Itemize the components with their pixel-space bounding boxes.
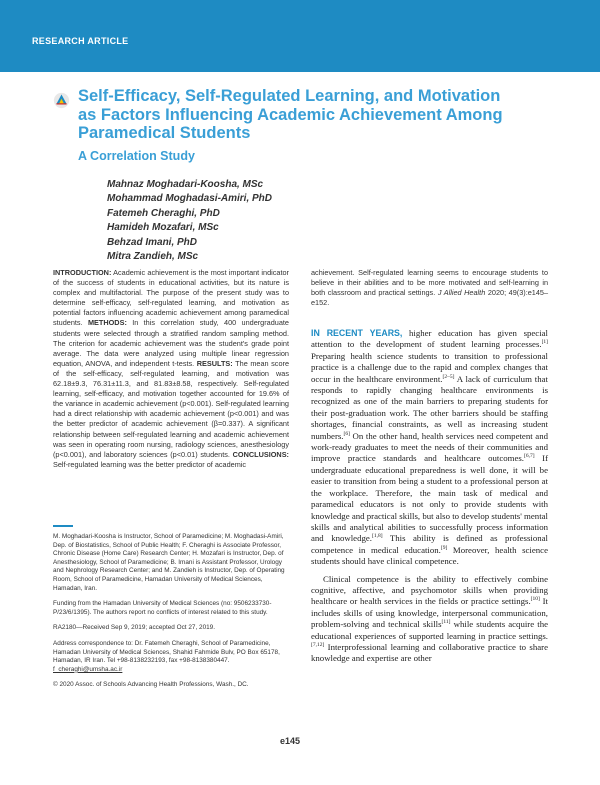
body-text-run: On the other hand, health services need competent and work-ready graduates to meet the needs of their communities and improve practice standards and healthcare outcomes. <box>311 430 548 464</box>
author-name: Fatemeh Cheraghi, PhD <box>107 207 220 219</box>
author-name: Mitra Zandieh, MSc <box>107 251 199 263</box>
results-text: The mean score of the self-efficacy, self-regulated learning, and motivation was 62.18±9.3, 76.31±11.3, and 81.83±8.58, respectively. Self-regulated learning, self-efficacy, and motivation together accounted for 19.6% of the variance in academic achievement (p<0.001). Self-regulated learning had a direct relationship with academic achievement (p<0.001) and was the better predictor of academic achievement (β=0.337). A significant relationship between self-regulated learning and academic achievement was seen in operating room nursing, radiology sciences, anesthesiology (p<0.001), and laboratory sciences (p<0.01) students. <box>53 358 290 459</box>
author-name: Hamideh Mozafari, MSc <box>107 222 219 234</box>
abstract-continued <box>311 268 548 308</box>
conclusions-text: Self-regulated learning was the better predictor of academic <box>53 459 247 469</box>
notes-divider <box>53 525 73 527</box>
author-list <box>107 178 272 264</box>
body-text-run: higher education has given special attention to the development of student learning processes. <box>311 328 548 350</box>
reference-link[interactable]: [6] <box>343 430 350 437</box>
methods-label: METHODS: <box>87 318 127 328</box>
reference-link[interactable]: [11] <box>441 619 451 626</box>
reference-link[interactable]: [1,8] <box>372 533 383 540</box>
reference-link[interactable]: [6,7] <box>524 453 535 460</box>
received-dates: RA2180—Received Sep 9, 2019; accepted Oct 27, 2019. <box>53 624 216 632</box>
reference-link[interactable]: [7,12] <box>311 642 325 649</box>
author-name: Behzad Imani, PhD <box>107 236 198 248</box>
correspondence-text: Address correspondence to: Dr. Fatemeh Cheraghi, School of Paramedicine, Hamadan University of Medical Sciences, Shahid Fahmide Bulv, PO Box 65178, Hamadan, IR Iran. Tel +98-8138232193, fax +98-8138380447. <box>53 639 280 665</box>
abstract-continued-text: achievement. Self-regulated learning seems to encourage students to believe in their abilities and to be more motivated and self-learning in both classroom and practical settings. <box>311 268 548 298</box>
body-text-run: Moreover, health science students should have clinical competence. <box>311 544 548 567</box>
body-paragraph <box>311 328 548 568</box>
crossmark-icon[interactable] <box>53 92 70 109</box>
reference-link[interactable]: [9] <box>440 544 448 551</box>
affiliations: M. Moghadari-Koosha is Instructor, School of Paramedicine; M. Moghadasi-Amiri, Dep. of Biostatistics, School of Public Health; F. Cheraghi is Associate Professor, Chronic Disease (Home Care) Research Center; H. Mozafari is Instructor, Dep. of Anesthesiology, School of Paramedicine; B. Imani is Assistant Professor, Urology and Nephrology Research Center; and M. Zandieh is Instructor, Dep. of Operating Room, School of Paramedicine, Hamadan University of Medical Sciences, Hamadan, Iran. <box>53 533 285 592</box>
body-text-run: A lack of curriculum that responds to rapidly changing healthcare environments is recognized as one of the main barriers to preparing students for their post-graduation work. The other barriers should be staffing shortages, financial constraints, as well as increasing student numbers. <box>311 373 548 441</box>
citation-journal: J Allied Health <box>437 288 486 298</box>
body-text-run: while students acquire the educational experiences of supported learning in practice settings. <box>311 619 549 641</box>
results-label: RESULTS: <box>196 358 233 368</box>
article-subtitle: A Correlation Study <box>78 149 195 163</box>
abstract-text <box>53 268 289 470</box>
intro-label: INTRODUCTION: <box>53 268 112 277</box>
methods-text: In this correlation study, 400 undergraduate students were selected through a stratified random sampling method. The criterion for academic achievement was the student's grade point average. The data were analyzed using multiple linear regression equation, ANOVA, and independent t-tests. <box>53 318 289 368</box>
body-paragraph <box>311 574 548 665</box>
reference-link[interactable]: [2–5] <box>442 373 455 380</box>
author-name: Mahnaz Moghadari-Koosha, MSc <box>107 179 264 190</box>
article-body <box>311 328 548 665</box>
page-number: e145 <box>280 736 301 746</box>
body-text-run: If undergraduate educational preparedness is well done, it will be easier to transition from being a student to a professional person at the workplace. Therefore, the main task of medical and paramedical educators is not only to provide students with knowledge and practical skills, but also to develop students' mental skills and analytical abilities to successfully process information and knowledge. <box>311 453 548 544</box>
body-text-run: This ability is defined as professional competence in medical education. <box>311 533 548 555</box>
email-link[interactable]: f_cheraghi@umsha.ac.ir <box>53 665 123 673</box>
lead-in: IN RECENT YEARS, <box>311 328 403 338</box>
article-notes <box>53 533 289 697</box>
body-text-run: Clinical competence is the ability to effectively combine cognitive, affective, and psychomotor skills when providing healthcare or health services in the fields or practice settings. <box>311 573 548 607</box>
reference-link[interactable]: [1] <box>541 339 548 346</box>
section-label: RESEARCH ARTICLE <box>32 36 129 46</box>
header-banner <box>0 0 600 72</box>
citation-details: 2020; 49(3):e145–e152. <box>311 288 549 308</box>
funding-note: Funding from the Hamadan University of Medical Sciences (no: 9506233730-P/23/6/1395). The authors report no conflicts of interest related to this study. <box>53 600 272 616</box>
body-text-run: Preparing health science students to transition to professional practice is a challenge due to the rapid and complex changes that occur in the healthcare environment. <box>311 350 548 384</box>
body-text-run: It includes skills of using knowledge, interpersonal communication, problem-solving and technical skills <box>311 596 548 630</box>
conclusions-label: CONCLUSIONS: <box>232 449 289 459</box>
author-name: Mohammad Moghadasi-Amiri, PhD <box>107 193 273 205</box>
reference-link[interactable]: [10] <box>530 596 540 603</box>
intro-text: Academic achievement is the most important indicator of the success of students in educational activities, but its nature is complex and multifactorial. The purpose of the present study was to determine self-efficacy, self-regulated learning, and motivation as potential factors influencing academic achievement among paramedical students. <box>53 268 289 328</box>
correspondence <box>53 640 289 674</box>
article-title: Self-Efficacy, Self-Regulated Learning, and Motivation as Factors Influencing Academic Achievement Among Paramedical Students <box>78 87 503 142</box>
copyright: © 2020 Assoc. of Schools Advancing Health Professions, Wash., DC. <box>53 681 249 689</box>
body-text-run: Interprofessional learning and collaborative practice to share knowledge and expertise are other <box>311 641 548 664</box>
